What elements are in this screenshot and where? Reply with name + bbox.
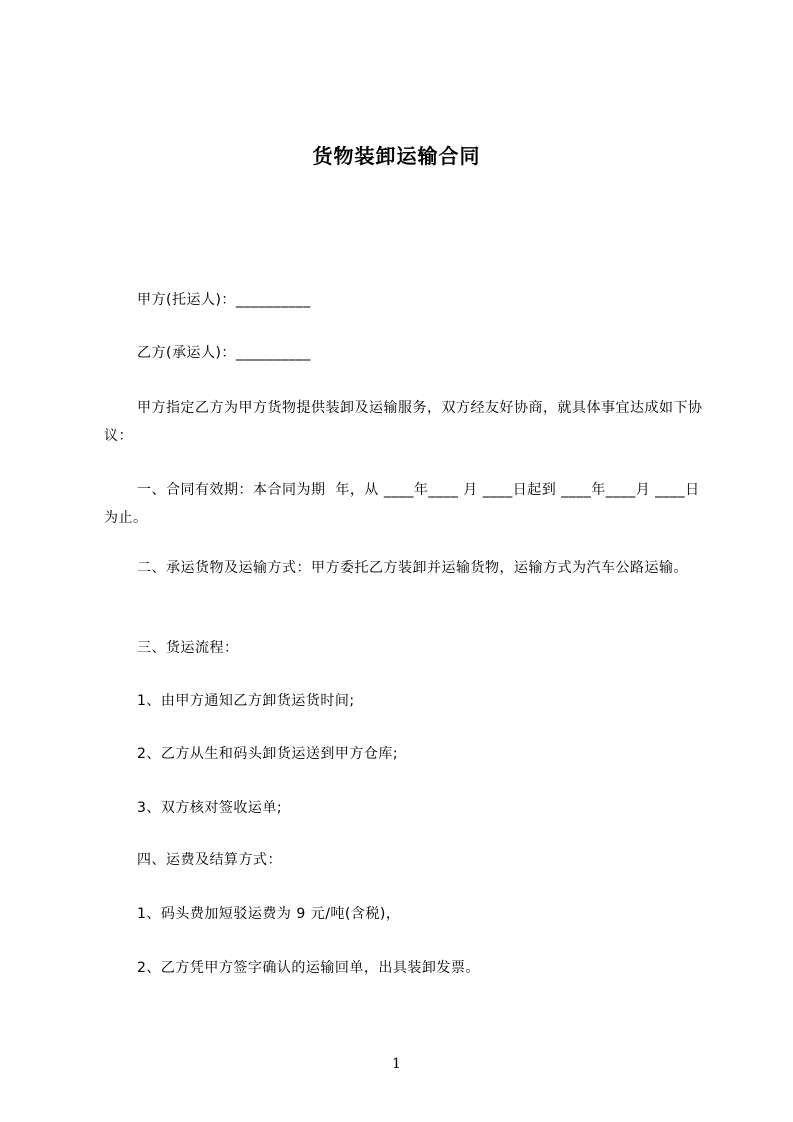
clause-3-item-3: 3、双方核对签收运单; — [137, 800, 283, 816]
clause-3-item-2: 2、乙方从生和码头卸货运送到甲方仓库; — [137, 746, 399, 762]
clause-4-heading: 四、运费及结算方式： — [137, 852, 282, 868]
page-number: 1 — [392, 1056, 401, 1072]
clause-1-validity: 一、合同有效期：本合同为期 年，从 ____年____ 月 ____日起到 ____年____月 ____日为止。 — [104, 482, 700, 526]
party-a-line: 甲方(托运人)：__________ — [137, 292, 311, 308]
intro-paragraph: 甲方指定乙方为甲方货物提供装卸及运输服务，双方经友好协商，就具体事宜达成如下协议： — [104, 400, 703, 444]
clause-4-item-2: 2、乙方凭甲方签字确认的运输回单，出具装卸发票。 — [137, 960, 480, 976]
clause-2-transport: 二、承运货物及运输方式：甲方委托乙方装卸并运输货物，运输方式为汽车公路运输。 — [137, 560, 688, 576]
clause-4-item-1: 1、码头费加短驳运费为 9 元/吨(含税)， — [137, 906, 401, 922]
clause-3-heading: 三、货运流程： — [137, 640, 239, 656]
clause-3-item-1: 1、由甲方通知乙方卸货运货时间; — [137, 693, 355, 709]
party-b-line: 乙方(承运人)：__________ — [137, 345, 311, 361]
document-title: 货物装卸运输合同 — [312, 144, 481, 168]
